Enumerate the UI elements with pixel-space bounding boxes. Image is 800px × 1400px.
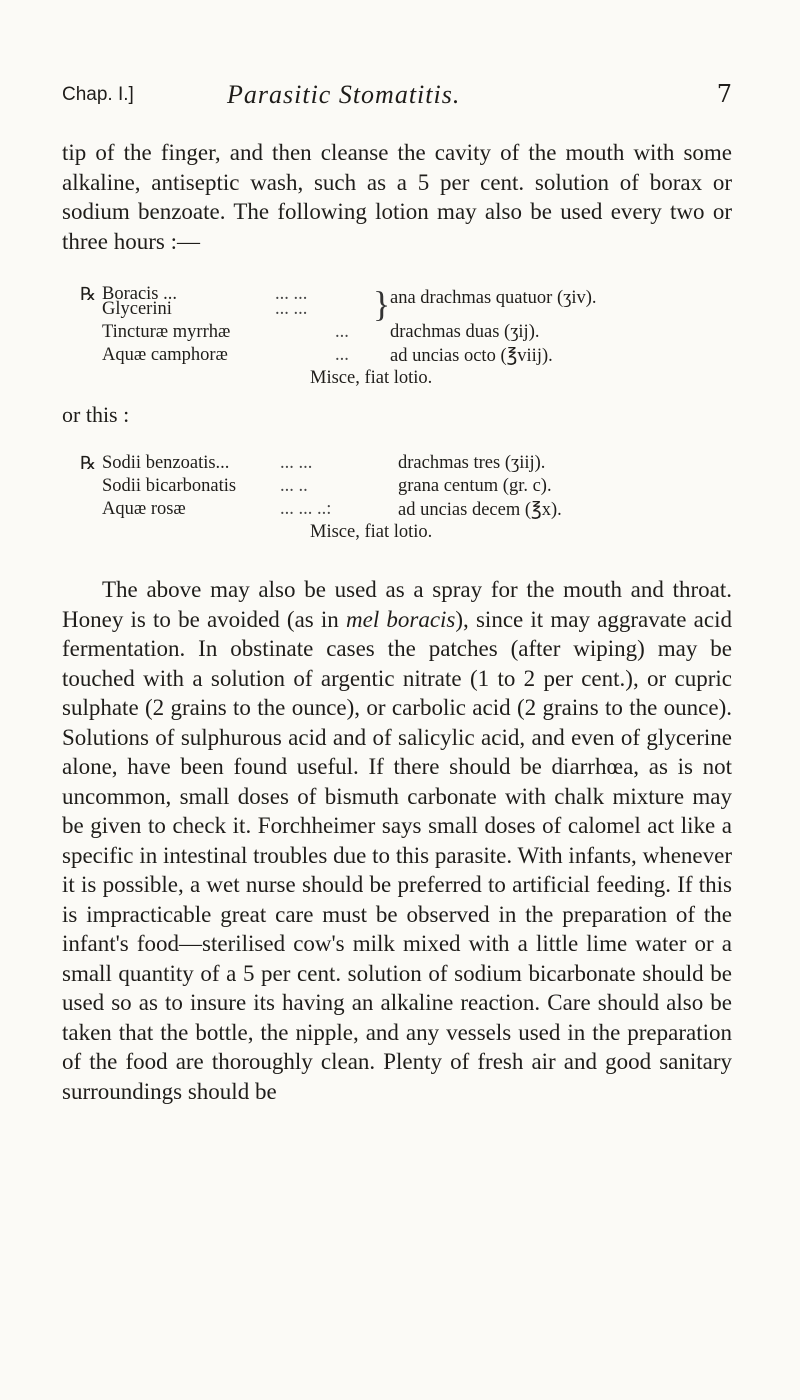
rx-closing-line: [80, 522, 730, 545]
leader-dots: ...: [335, 345, 349, 365]
body-paragraph: [62, 575, 732, 1106]
prescription-1: [80, 284, 730, 391]
ingredient-quantity: ad uncias octo (℥viij).: [390, 346, 553, 366]
page-number: 7: [716, 80, 732, 108]
prescription-2: [80, 453, 730, 545]
italic-term: mel boracis: [346, 606, 456, 632]
running-header: [62, 80, 732, 110]
misce-instruction: Misce, fiat lotio.: [310, 368, 433, 388]
chapter-label: Chap. I.]: [62, 84, 134, 105]
misce-instruction: Misce, fiat lotio.: [310, 522, 433, 542]
ingredient-name: Aquæ rosæ: [102, 499, 186, 519]
ingredient-quantity: grana centum (gr. c).: [398, 476, 552, 496]
rx-closing-line: [80, 368, 730, 391]
leader-dots: ... ...: [275, 284, 308, 304]
ingredient-quantity: ad uncias decem (℥x).: [398, 500, 562, 520]
ingredient-quantity: drachmas duas (ʒij).: [390, 322, 540, 342]
ingredient-name: Glycerini: [102, 299, 172, 319]
leader-dots: ... ...: [275, 299, 308, 319]
body-text-part: The above may also be used as a spray for the mouth and throat. Honey is to be avoided (as in: [62, 577, 732, 632]
body-text-part: ), since it may aggravate acid fermentation. In obstinate cases the patches (after wiping) may be touched with a solution of argentic nitrate (1 to 2 per cent.), or cupric sulphate (2 grains to the ounce), or carbolic acid (2 grains to the ounce). Solutions of sulphurous acid and of salicylic acid, and even of glycerine alone, have been found useful. If there should be diarrhœa, as is not uncommon, small doses of bismuth carbonate with chalk mixture may be given to check it. Forchheimer says small doses of calomel act like a specific in intestinal troubles due to this parasite. With infants, whenever it is possible, a wet nurse should be preferred to artificial feeding. If this is impracticable great care must be observed in the preparation of the infant's food—sterilised cow's milk mixed with a little lime water or a small quantity of a 5 per cent. solution of sodium bicarbonate should be used so as to insure its having an alkaline reaction. Care should also be taken that the bottle, the nipple, and any vessels used in the preparation of the food are thoroughly clean. Plenty of fresh air and good sanitary surroundings should be: [62, 606, 732, 1104]
ingredient-name: Sodii benzoatis...: [102, 453, 230, 473]
rx-line: [80, 322, 730, 345]
recipe-symbol: ℞: [80, 453, 97, 473]
ingredient-quantity: ana drachmas quatuor (ʒiv).: [390, 288, 597, 308]
brace: }: [373, 284, 391, 324]
rx-line: [80, 345, 730, 368]
leader-dots: ...: [335, 322, 349, 342]
leader-dots: ... ..: [280, 476, 308, 496]
recipe-symbol: ℞: [80, 284, 97, 304]
rx-line: [80, 476, 730, 499]
leader-dots: ... ... ..:: [280, 499, 332, 519]
or-this-label: or this :: [62, 402, 130, 427]
rx-line: [80, 453, 730, 476]
ingredient-quantity: drachmas tres (ʒiij).: [398, 453, 546, 473]
ingredient-name: Boracis ...: [102, 284, 178, 304]
leader-dots: ... ...: [280, 453, 313, 473]
ingredient-name: Sodii bicarbonatis: [102, 476, 237, 496]
rx-line: [80, 499, 730, 522]
running-title: Parasitic Stomatitis.: [227, 80, 461, 109]
ingredient-name: Tincturæ myrrhæ: [102, 322, 231, 342]
ingredient-name: Aquæ camphoræ: [102, 345, 228, 365]
intro-paragraph: tip of the finger, and then cleanse the cavity of the mouth with some alkaline, antiseptic wash, such as a 5 per cent. solution of borax or sodium benzoate. The following lotion may also be used every two or three hours :—: [62, 140, 732, 254]
